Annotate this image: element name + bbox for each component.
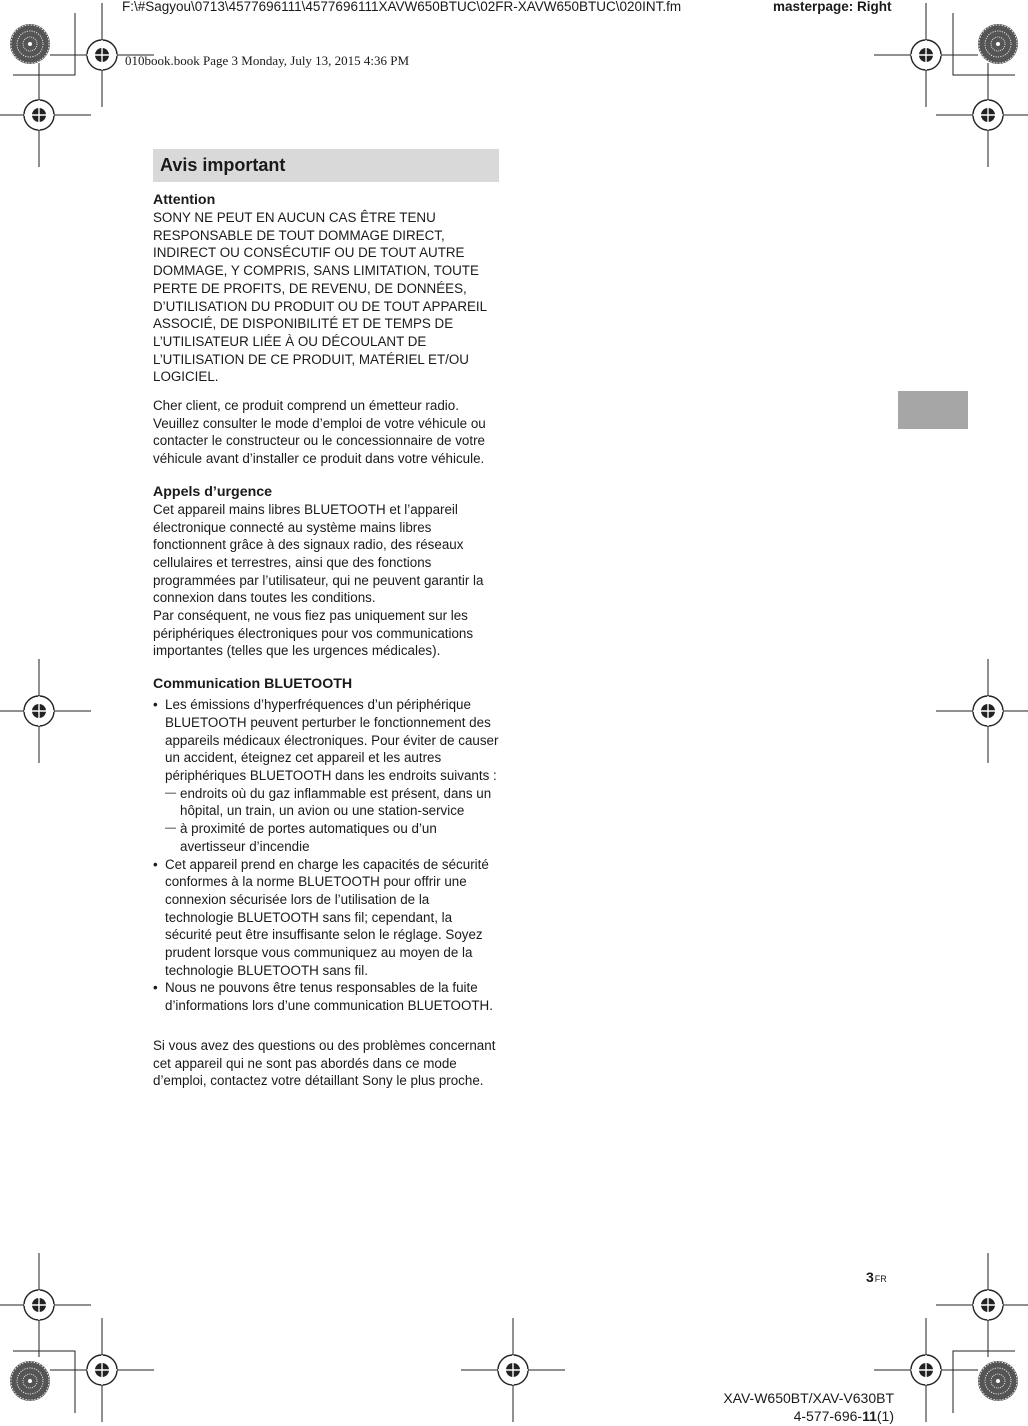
part-code-revision: 11 — [862, 1408, 877, 1424]
sub-list-item: — endroits où du gaz inflammable est présent, dans un hôpital, un train, un avion ou une station-service — [165, 785, 501, 820]
section-title: Avis important — [153, 149, 499, 182]
sub-list — [165, 785, 501, 856]
list-item — [153, 696, 501, 855]
model-numbers: XAV-W650BT/XAV-V630BT — [723, 1390, 894, 1406]
model-footer — [723, 1389, 894, 1425]
sub-list-item: — à proximité de portes automatiques ou d’un avertisseur d’incendie — [165, 820, 501, 855]
book-page-info: 010book.book Page 3 Monday, July 13, 2015 4:36 PM — [125, 53, 410, 68]
bullet-text: Les émissions d’hyperfréquences d’un périphérique BLUETOOTH peuvent perturber le fonctionnement des appareils médicaux électroniques. Pour éviter de causer un accident, éteignez cet appareil et les autres périphériques BLUETOOTH dans les endroits suivants : — [165, 697, 499, 783]
attention-text: SONY NE PEUT EN AUCUN CAS ÊTRE TENU RESPONSABLE DE TOUT DOMMAGE DIRECT, INDIRECT OU CONSÉCUTIF OU DE TOUT AUTRE DOMMAGE, Y COMPRIS, SANS LIMITATION, TOUTE PERTE DE PROFITS, DE REVENU, DE DONNÉES, D’UTILISATION DU PRODUIT OU DE TOUT APPAREIL ASSOCIÉ, DE DISPONIBILITÉ ET DE TEMPS DE L’UTILISATEUR LIÉE À OU DÉCOULANT DE L’UTILISATION DE CE PRODUIT, MATÉRIEL ET/OU LOGICIEL. — [153, 210, 487, 385]
bluetooth-heading: Communication BLUETOOTH — [153, 676, 353, 693]
attention-heading: Attention — [153, 192, 216, 208]
part-code-suffix: (1) — [876, 1408, 894, 1424]
page-number — [866, 1269, 887, 1285]
closing-paragraph: Si vous avez des questions ou des problèmes concernant cet appareil qui ne sont pas abordés dans ce mode d’emploi, contactez votre détaillant Sony le plus proche. — [153, 1037, 496, 1089]
main-content — [153, 191, 501, 1090]
side-tab-marker — [898, 391, 968, 429]
page-number-value: 3 — [866, 1269, 874, 1285]
emergency-paragraph-2: Par conséquent, ne vous fiez pas uniquement sur les périphériques électroniques pour vos communications importantes (telles que les urgences médicales). — [153, 608, 474, 659]
part-code — [723, 1407, 894, 1425]
part-code-prefix: 4-577-696- — [793, 1408, 863, 1424]
bluetooth-bullet-list — [153, 696, 501, 1015]
page-language-suffix: FR — [874, 1274, 887, 1284]
masterpage-label: masterpage: Right — [773, 0, 892, 14]
client-notice: Cher client, ce produit comprend un émetteur radio. Veuillez consulter le mode d’emploi de votre véhicule ou contacter le constructeur ou le concessionnaire de votre véhicule avant d’installer ce produit dans votre véhicule. — [153, 398, 486, 467]
list-item: • Nous ne pouvons être tenus responsables de la fuite d’informations lors d’une communication BLUETOOTH. — [153, 979, 501, 1014]
file-path-header: F:\#Sagyou\0713\4577696111\4577696111XAVW650BTUC\02FR-XAVW650BTUC\020INT.fm — [122, 0, 682, 14]
emergency-heading: Appels d’urgence — [153, 483, 273, 500]
emergency-paragraph-1: Cet appareil mains libres BLUETOOTH et l’appareil électronique connecté au système mains libres fonctionnent grâce à des signaux radio, des réseaux cellulaires et terrestres, ainsi que des fonctions programmées par l’utilisateur, qui ne peuvent garantir la connexion dans toutes les conditions. — [153, 501, 484, 606]
list-item: • Cet appareil prend en charge les capacités de sécurité conformes à la norme BLUETOOTH pour offrir une connexion sécurisée lors de l’utilisation de la technologie BLUETOOTH sans fil; cependant, la sécurité peut être insuffisante selon le réglage. Soyez prudent lorsque vous communiquez au moyen de la technologie BLUETOOTH sans fil. — [153, 856, 501, 980]
